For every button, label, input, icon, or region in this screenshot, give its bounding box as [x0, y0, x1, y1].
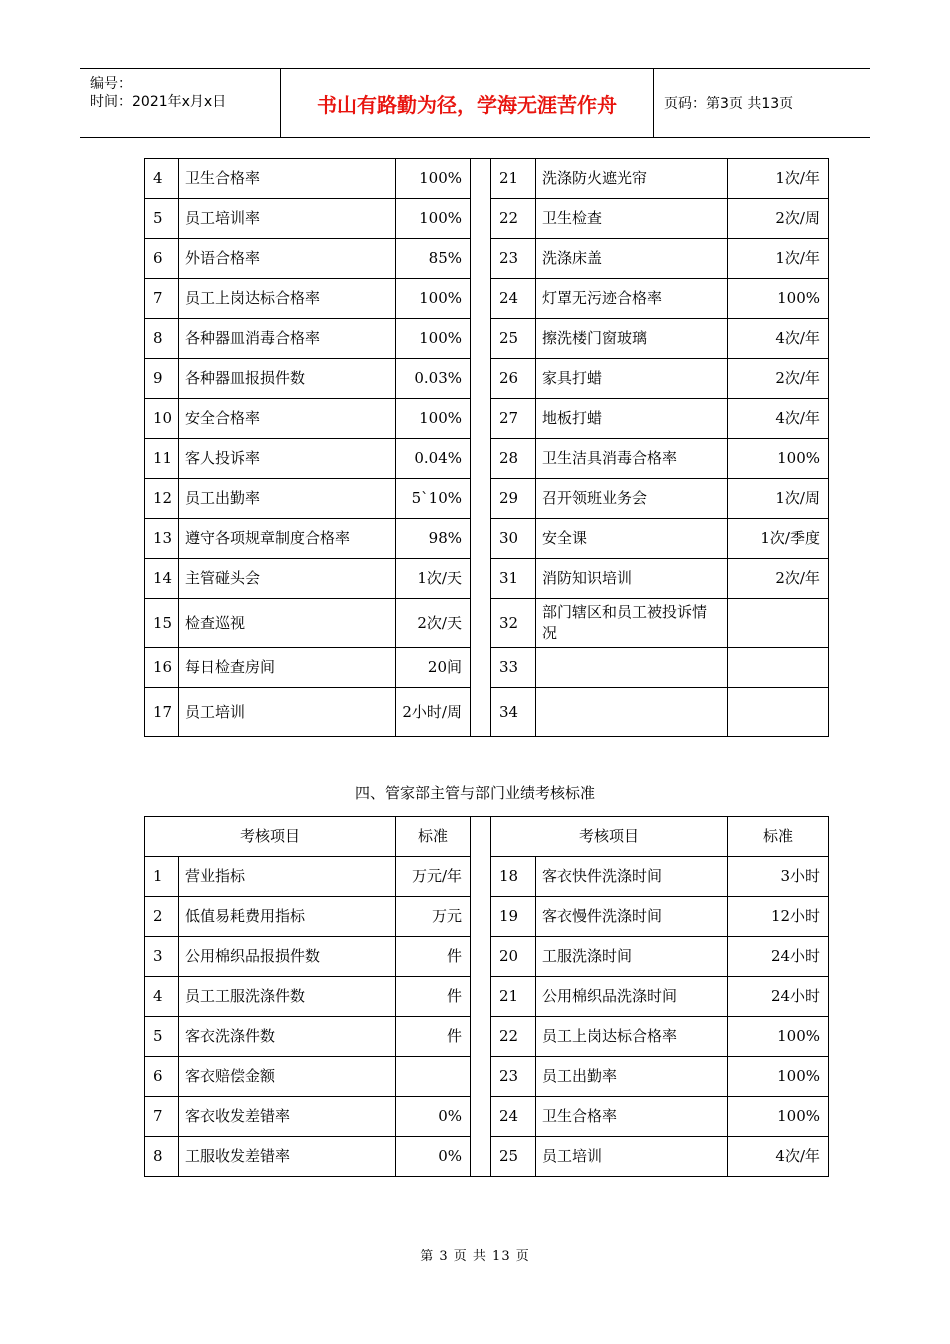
table-header-row	[145, 817, 829, 857]
date-label: 时间：2021年x月x日	[90, 94, 227, 110]
row-number: 20	[491, 937, 536, 977]
table-row	[145, 319, 829, 359]
column-gap	[471, 239, 491, 279]
item-name: 卫生合格率	[536, 1097, 728, 1137]
item-name: 部门辖区和员工被投诉情况	[536, 599, 728, 648]
item-name: 客衣洗涤件数	[179, 1017, 396, 1057]
item-name: 员工培训	[179, 688, 396, 737]
table-row	[145, 1017, 829, 1057]
item-name: 卫生洁具消毒合格率	[536, 439, 728, 479]
item-standard: 件	[396, 1017, 471, 1057]
row-number: 7	[145, 279, 179, 319]
item-name: 低值易耗费用指标	[179, 897, 396, 937]
table-row	[145, 937, 829, 977]
page-header	[80, 68, 870, 138]
row-number: 23	[491, 239, 536, 279]
item-standard	[396, 1057, 471, 1097]
item-name: 安全合格率	[179, 399, 396, 439]
column-gap	[471, 279, 491, 319]
page-footer: 第 3 页 共 13 页	[420, 1249, 530, 1264]
item-standard: 100%	[396, 159, 471, 199]
item-standard: 1次/季度	[728, 519, 829, 559]
row-number: 27	[491, 399, 536, 439]
row-number: 25	[491, 319, 536, 359]
table-row	[145, 1097, 829, 1137]
table-row	[145, 359, 829, 399]
column-gap	[471, 359, 491, 399]
item-standard: 0.04%	[396, 439, 471, 479]
row-number: 6	[145, 239, 179, 279]
row-number: 1	[145, 857, 179, 897]
item-standard: 1次/年	[728, 159, 829, 199]
item-name	[536, 688, 728, 737]
item-standard: 100%	[728, 439, 829, 479]
row-number: 16	[145, 648, 179, 688]
table-row	[145, 519, 829, 559]
item-standard: 0%	[396, 1097, 471, 1137]
item-standard: 2次/年	[728, 559, 829, 599]
column-gap	[471, 648, 491, 688]
row-number: 33	[491, 648, 536, 688]
row-number: 34	[491, 688, 536, 737]
item-name: 卫生检查	[536, 199, 728, 239]
item-name: 洗涤防火遮光帘	[536, 159, 728, 199]
header-page-label: 页码：第3页 共13页	[664, 96, 794, 112]
item-name: 地板打蜡	[536, 399, 728, 439]
item-name: 客衣快件洗涤时间	[536, 857, 728, 897]
item-name: 每日检查房间	[179, 648, 396, 688]
row-number: 2	[145, 897, 179, 937]
column-gap	[471, 1097, 491, 1137]
table-row	[145, 897, 829, 937]
item-standard	[728, 599, 829, 648]
row-number: 11	[145, 439, 179, 479]
row-number: 25	[491, 1137, 536, 1177]
row-number: 22	[491, 1017, 536, 1057]
row-number: 17	[145, 688, 179, 737]
row-number: 8	[145, 1137, 179, 1177]
serial-label: 编号：	[90, 76, 132, 92]
item-standard: 100%	[728, 279, 829, 319]
row-number: 28	[491, 439, 536, 479]
item-name: 各种器皿报损件数	[179, 359, 396, 399]
item-standard: 2次/天	[396, 599, 471, 648]
item-name: 各种器皿消毒合格率	[179, 319, 396, 359]
table-row	[145, 439, 829, 479]
item-name: 员工工服洗涤件数	[179, 977, 396, 1017]
column-gap	[471, 977, 491, 1017]
item-name: 擦洗楼门窗玻璃	[536, 319, 728, 359]
column-gap	[471, 688, 491, 737]
row-number: 24	[491, 1097, 536, 1137]
column-header-item: 考核项目	[491, 817, 728, 857]
item-standard: 4次/年	[728, 319, 829, 359]
row-number: 21	[491, 977, 536, 1017]
header-meta	[80, 69, 281, 137]
table-row	[145, 279, 829, 319]
assessment-table-1	[144, 158, 829, 737]
row-number: 7	[145, 1097, 179, 1137]
item-name: 客衣慢件洗涤时间	[536, 897, 728, 937]
table-row	[145, 159, 829, 199]
item-standard: 98%	[396, 519, 471, 559]
item-standard: 100%	[396, 319, 471, 359]
item-standard: 5`10%	[396, 479, 471, 519]
column-header-standard: 标准	[728, 817, 829, 857]
row-number: 19	[491, 897, 536, 937]
item-standard: 100%	[728, 1097, 829, 1137]
item-name: 消防知识培训	[536, 559, 728, 599]
row-number: 6	[145, 1057, 179, 1097]
item-standard: 1次/年	[728, 239, 829, 279]
item-standard: 4次/年	[728, 1137, 829, 1177]
column-gap	[471, 599, 491, 648]
column-gap	[471, 937, 491, 977]
item-standard: 2小时/周	[396, 688, 471, 737]
row-number: 9	[145, 359, 179, 399]
item-standard: 1次/天	[396, 559, 471, 599]
item-name: 公用棉织品洗涤时间	[536, 977, 728, 1017]
column-gap	[471, 1017, 491, 1057]
row-number: 26	[491, 359, 536, 399]
table-row	[145, 688, 829, 737]
row-number: 13	[145, 519, 179, 559]
column-gap	[471, 479, 491, 519]
table-row	[145, 599, 829, 648]
item-standard: 12小时	[728, 897, 829, 937]
column-gap	[471, 399, 491, 439]
table-row	[145, 479, 829, 519]
header-motto: 书山有路勤为径，学海无涯苦作舟	[281, 69, 654, 137]
item-name: 营业指标	[179, 857, 396, 897]
item-standard: 24小时	[728, 937, 829, 977]
item-name: 遵守各项规章制度合格率	[179, 519, 396, 559]
item-standard: 0%	[396, 1137, 471, 1177]
row-number: 23	[491, 1057, 536, 1097]
item-name: 员工上岗达标合格率	[536, 1017, 728, 1057]
item-standard: 件	[396, 977, 471, 1017]
item-name: 公用棉织品报损件数	[179, 937, 396, 977]
item-name: 客衣赔偿金额	[179, 1057, 396, 1097]
table-row	[145, 239, 829, 279]
table-row	[145, 399, 829, 439]
item-name: 工服洗涤时间	[536, 937, 728, 977]
item-name: 主管碰头会	[179, 559, 396, 599]
row-number: 21	[491, 159, 536, 199]
row-number: 8	[145, 319, 179, 359]
row-number: 4	[145, 159, 179, 199]
item-name: 安全课	[536, 519, 728, 559]
item-name: 客人投诉率	[179, 439, 396, 479]
column-gap	[471, 817, 491, 857]
column-gap	[471, 159, 491, 199]
row-number: 15	[145, 599, 179, 648]
row-number: 29	[491, 479, 536, 519]
row-number: 31	[491, 559, 536, 599]
column-gap	[471, 199, 491, 239]
item-standard: 100%	[396, 399, 471, 439]
table-row	[145, 857, 829, 897]
row-number: 32	[491, 599, 536, 648]
item-standard: 24小时	[728, 977, 829, 1017]
column-header-item: 考核项目	[145, 817, 396, 857]
row-number: 30	[491, 519, 536, 559]
item-standard: 万元/年	[396, 857, 471, 897]
column-gap	[471, 519, 491, 559]
row-number: 12	[145, 479, 179, 519]
item-standard: 件	[396, 937, 471, 977]
item-name: 外语合格率	[179, 239, 396, 279]
item-standard: 85%	[396, 239, 471, 279]
item-name: 客衣收发差错率	[179, 1097, 396, 1137]
table-row	[145, 199, 829, 239]
item-standard: 万元	[396, 897, 471, 937]
item-name: 员工出勤率	[536, 1057, 728, 1097]
item-standard: 1次/周	[728, 479, 829, 519]
section-title: 四、管家部主管与部门业绩考核标准	[354, 784, 595, 802]
column-gap	[471, 559, 491, 599]
item-standard	[728, 688, 829, 737]
item-name: 员工培训	[536, 1137, 728, 1177]
column-header-standard: 标准	[396, 817, 471, 857]
item-standard: 20间	[396, 648, 471, 688]
item-standard: 2次/周	[728, 199, 829, 239]
column-gap	[471, 857, 491, 897]
assessment-table-2	[144, 816, 829, 1177]
item-standard: 2次/年	[728, 359, 829, 399]
item-name: 洗涤床盖	[536, 239, 728, 279]
item-name: 工服收发差错率	[179, 1137, 396, 1177]
item-name: 员工培训率	[179, 199, 396, 239]
item-standard: 3小时	[728, 857, 829, 897]
row-number: 5	[145, 1017, 179, 1057]
column-gap	[471, 319, 491, 359]
column-gap	[471, 439, 491, 479]
item-standard: 100%	[728, 1017, 829, 1057]
item-name: 员工出勤率	[179, 479, 396, 519]
row-number: 10	[145, 399, 179, 439]
item-name: 灯罩无污迹合格率	[536, 279, 728, 319]
item-standard: 4次/年	[728, 399, 829, 439]
row-number: 18	[491, 857, 536, 897]
item-standard: 0.03%	[396, 359, 471, 399]
item-name: 召开领班业务会	[536, 479, 728, 519]
item-name: 检查巡视	[179, 599, 396, 648]
row-number: 3	[145, 937, 179, 977]
row-number: 4	[145, 977, 179, 1017]
item-standard: 100%	[396, 279, 471, 319]
table-row	[145, 1137, 829, 1177]
item-name: 员工上岗达标合格率	[179, 279, 396, 319]
item-standard: 100%	[728, 1057, 829, 1097]
row-number: 22	[491, 199, 536, 239]
column-gap	[471, 1057, 491, 1097]
item-name: 卫生合格率	[179, 159, 396, 199]
table-row	[145, 1057, 829, 1097]
item-name: 家具打蜡	[536, 359, 728, 399]
table-row	[145, 559, 829, 599]
item-standard: 100%	[396, 199, 471, 239]
row-number: 14	[145, 559, 179, 599]
column-gap	[471, 897, 491, 937]
column-gap	[471, 1137, 491, 1177]
table-row	[145, 648, 829, 688]
item-standard	[728, 648, 829, 688]
table-row	[145, 977, 829, 1017]
item-name	[536, 648, 728, 688]
row-number: 5	[145, 199, 179, 239]
row-number: 24	[491, 279, 536, 319]
